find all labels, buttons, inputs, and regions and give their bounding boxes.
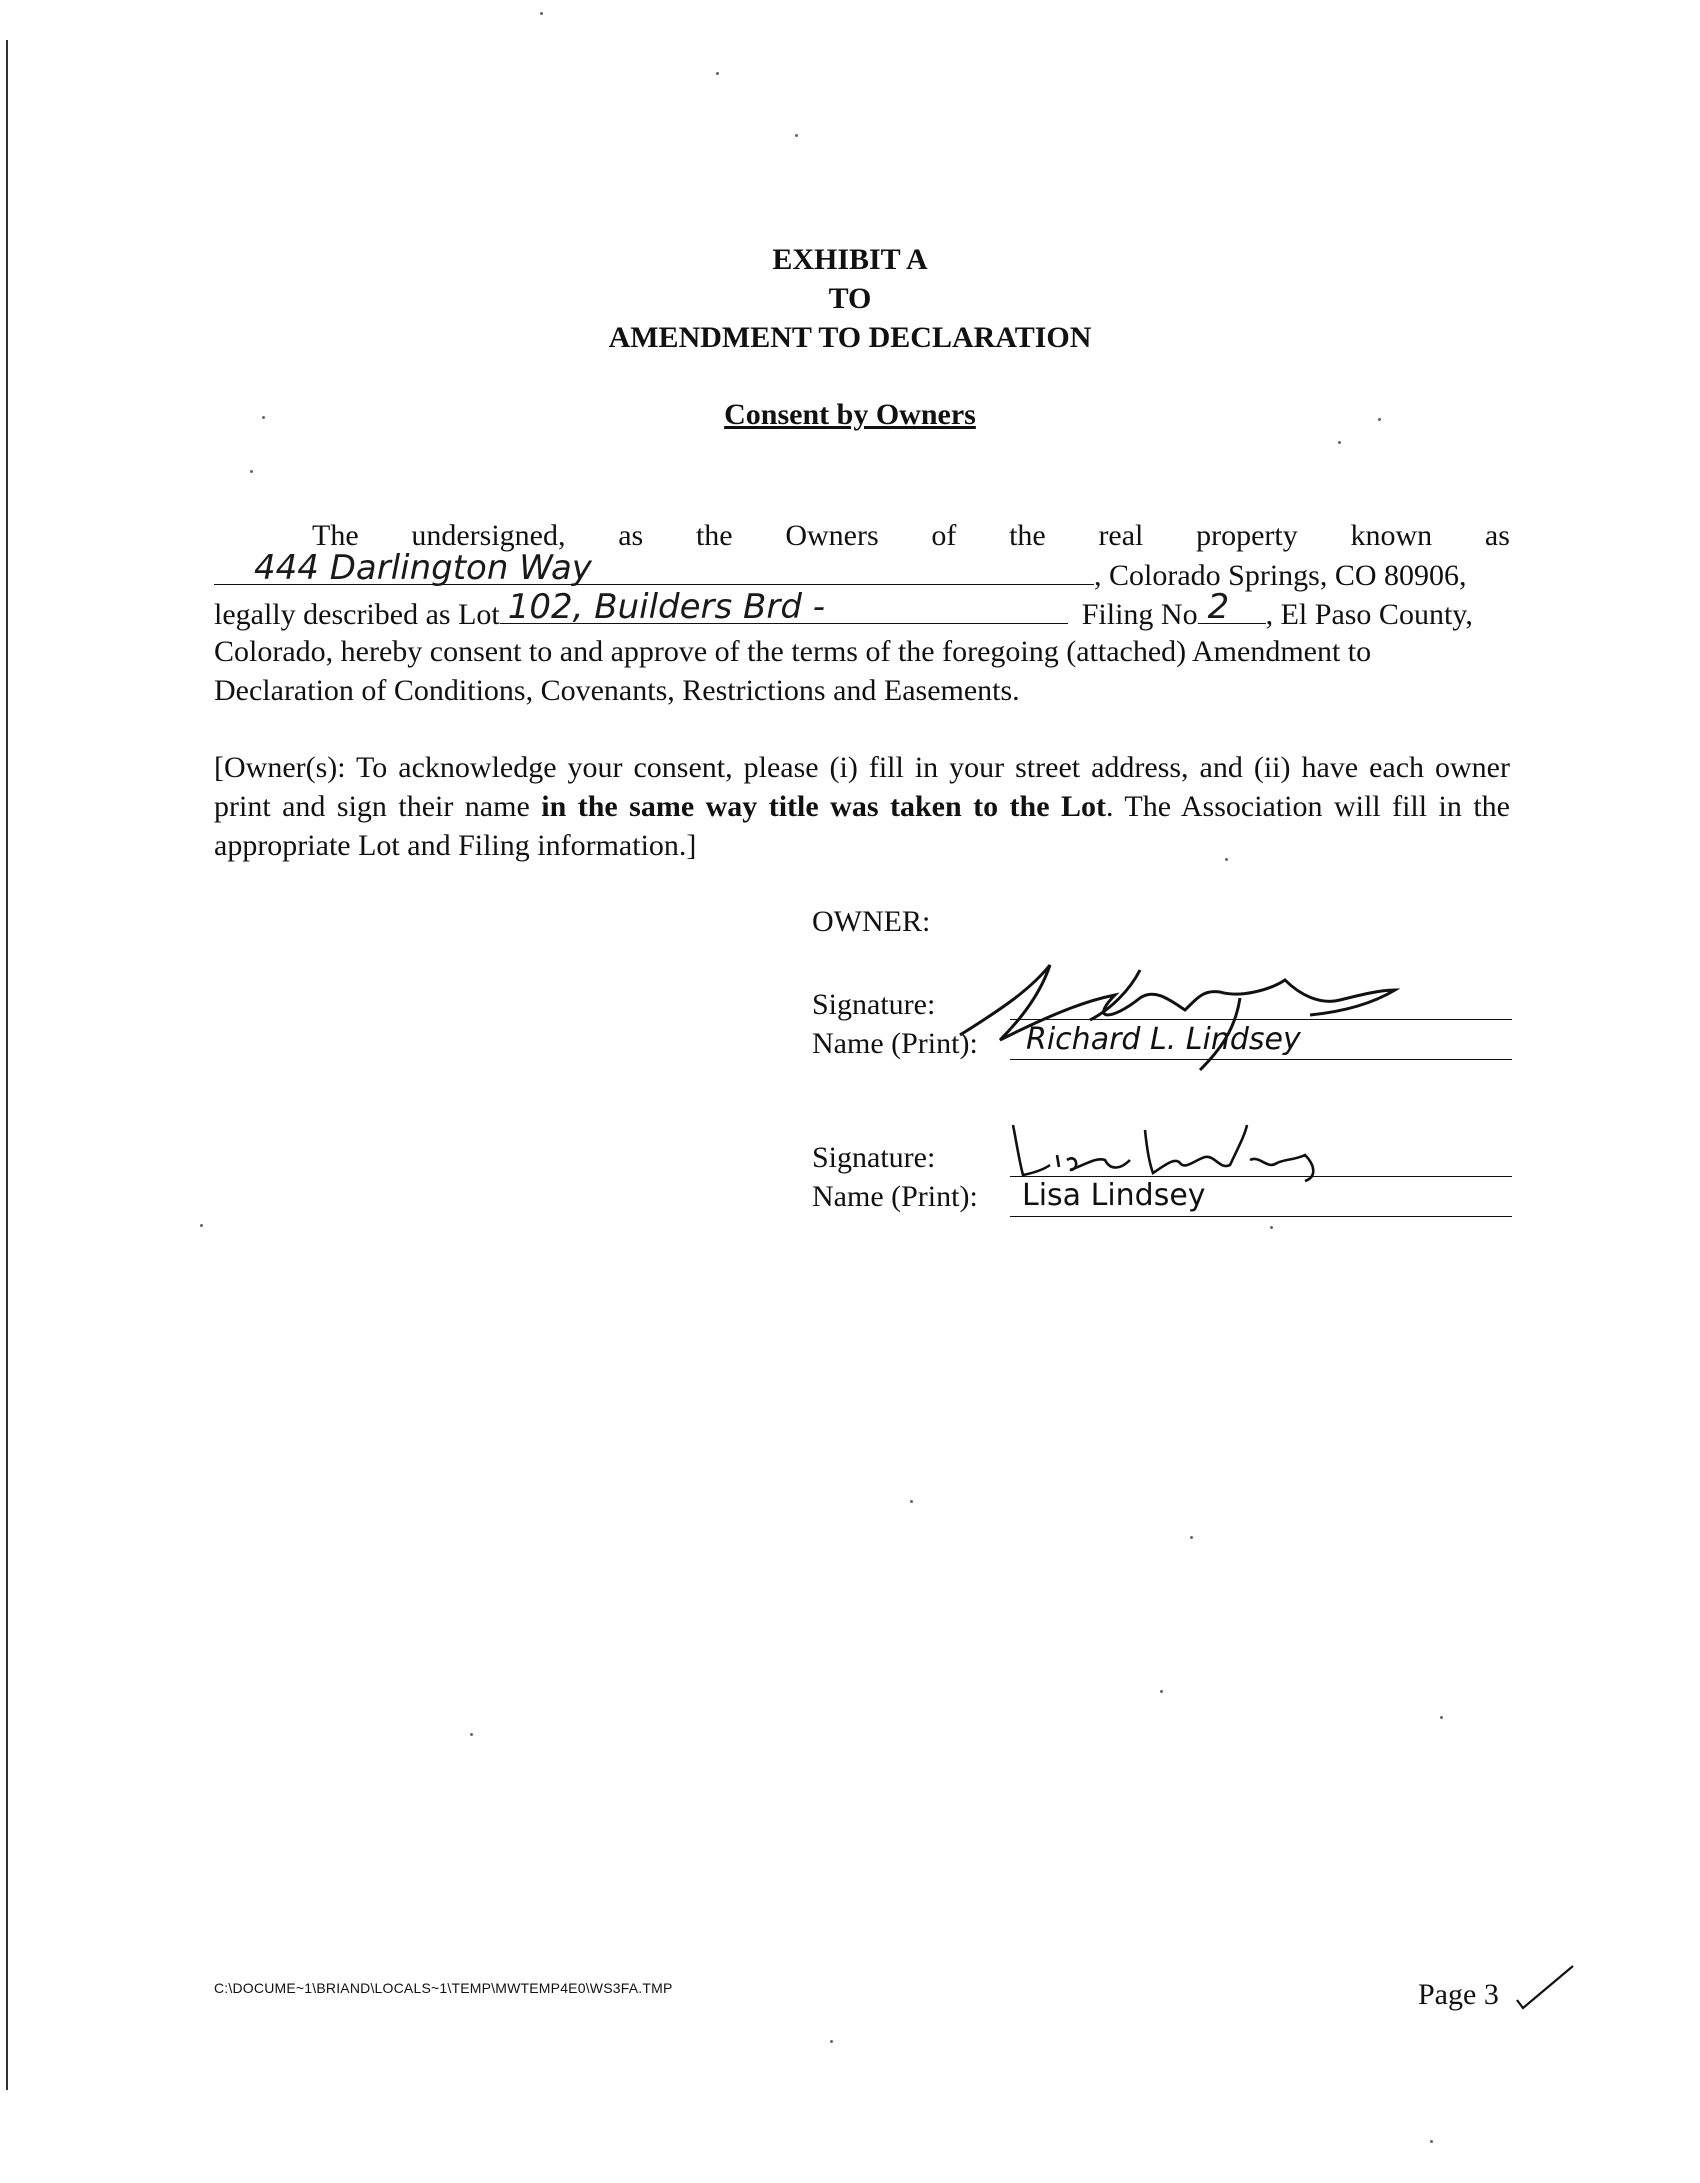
word: the (695, 519, 733, 552)
scan-speck (540, 12, 543, 15)
exhibit-to: TO (828, 282, 872, 315)
word: undersigned, (411, 519, 566, 552)
scan-speck (250, 470, 253, 473)
filing-field[interactable] (1198, 587, 1266, 627)
name-print-label-1: Name (Print): (812, 1027, 978, 1060)
word: The (312, 519, 359, 552)
scan-speck (795, 134, 798, 137)
scan-speck (910, 1500, 913, 1503)
instructions-paragraph (214, 748, 1510, 865)
scan-speck (1270, 1226, 1273, 1229)
scan-speck (262, 416, 265, 419)
scan-speck (1190, 1536, 1193, 1539)
word: as (618, 519, 644, 552)
amendment-title: AMENDMENT TO DECLARATION (608, 321, 1092, 354)
name-print-label-2: Name (Print): (812, 1180, 978, 1213)
city-state-zip: , Colorado Springs, CO 80906, (1094, 559, 1467, 592)
signature-label-2: Signature: (812, 1141, 936, 1174)
name-print-line-2[interactable] (1010, 1216, 1512, 1217)
word: property (1196, 519, 1298, 552)
footer-file-path: C:\DOCUME~1\BRIAND\LOCALS~1\TEMP\MWTEMP4E0\WS3FA.TMP (214, 1980, 673, 1996)
lot-field[interactable] (500, 587, 1068, 627)
signature-lisa (1005, 1115, 1345, 1185)
word: as (1484, 519, 1510, 552)
legal-description-line (214, 587, 1510, 634)
word: real (1098, 519, 1144, 552)
exhibit-title: EXHIBIT A (772, 243, 928, 276)
word: known (1350, 519, 1433, 552)
scan-speck (1440, 1716, 1443, 1719)
scan-speck (830, 2040, 833, 2043)
owner-label: OWNER: (812, 905, 931, 938)
scan-speck (1225, 858, 1228, 861)
checkmark-initial (1515, 1962, 1575, 2012)
instructions-part2: . The Association will fill in the appropriate Lot and Filing information.] (214, 790, 1511, 862)
body-line-5: Declaration of Conditions, Covenants, Restrictions and Easements. (214, 674, 1020, 707)
body-line-4: Colorado, hereby consent to and approve of the terms of the foregoing (attached) Amendment to (214, 635, 1372, 668)
word: of (931, 519, 957, 552)
legal-prefix: legally described as Lot (214, 598, 500, 631)
scan-speck (1430, 2140, 1433, 2143)
printed-name-2: Lisa Lindsey (1022, 1178, 1206, 1213)
address-field[interactable] (214, 548, 1094, 588)
address-handwritten: 444 Darlington Way (254, 548, 592, 588)
lot-handwritten: 102, Builders Brd - (507, 587, 825, 627)
scan-speck (1338, 441, 1341, 444)
word: the (1009, 519, 1046, 552)
instructions-bold: in the same way title was taken to the Lot (541, 790, 1106, 823)
scan-speck (470, 1733, 473, 1736)
printed-name-1: Richard L. Lindsey (1026, 1022, 1301, 1057)
scan-speck (716, 72, 719, 75)
scan-speck (200, 1224, 203, 1227)
signature-label-1: Signature: (812, 988, 936, 1021)
scan-speck (1378, 418, 1381, 421)
address-line (214, 548, 1510, 595)
county-suffix: , El Paso County, (1265, 598, 1473, 631)
signature-richard (940, 950, 1460, 1130)
scan-speck (1160, 1690, 1163, 1693)
filing-handwritten: 2 (1207, 587, 1230, 627)
page-number: Page 3 (1418, 1978, 1499, 2011)
instructions-part1: [Owner(s): To acknowledge your consent, please (i) fill in your street address, and (ii) have each owner print and sign their name (214, 751, 1510, 823)
word: Owners (785, 519, 879, 552)
filing-prefix: Filing No (1081, 598, 1198, 631)
consent-subtitle: Consent by Owners (724, 398, 976, 431)
